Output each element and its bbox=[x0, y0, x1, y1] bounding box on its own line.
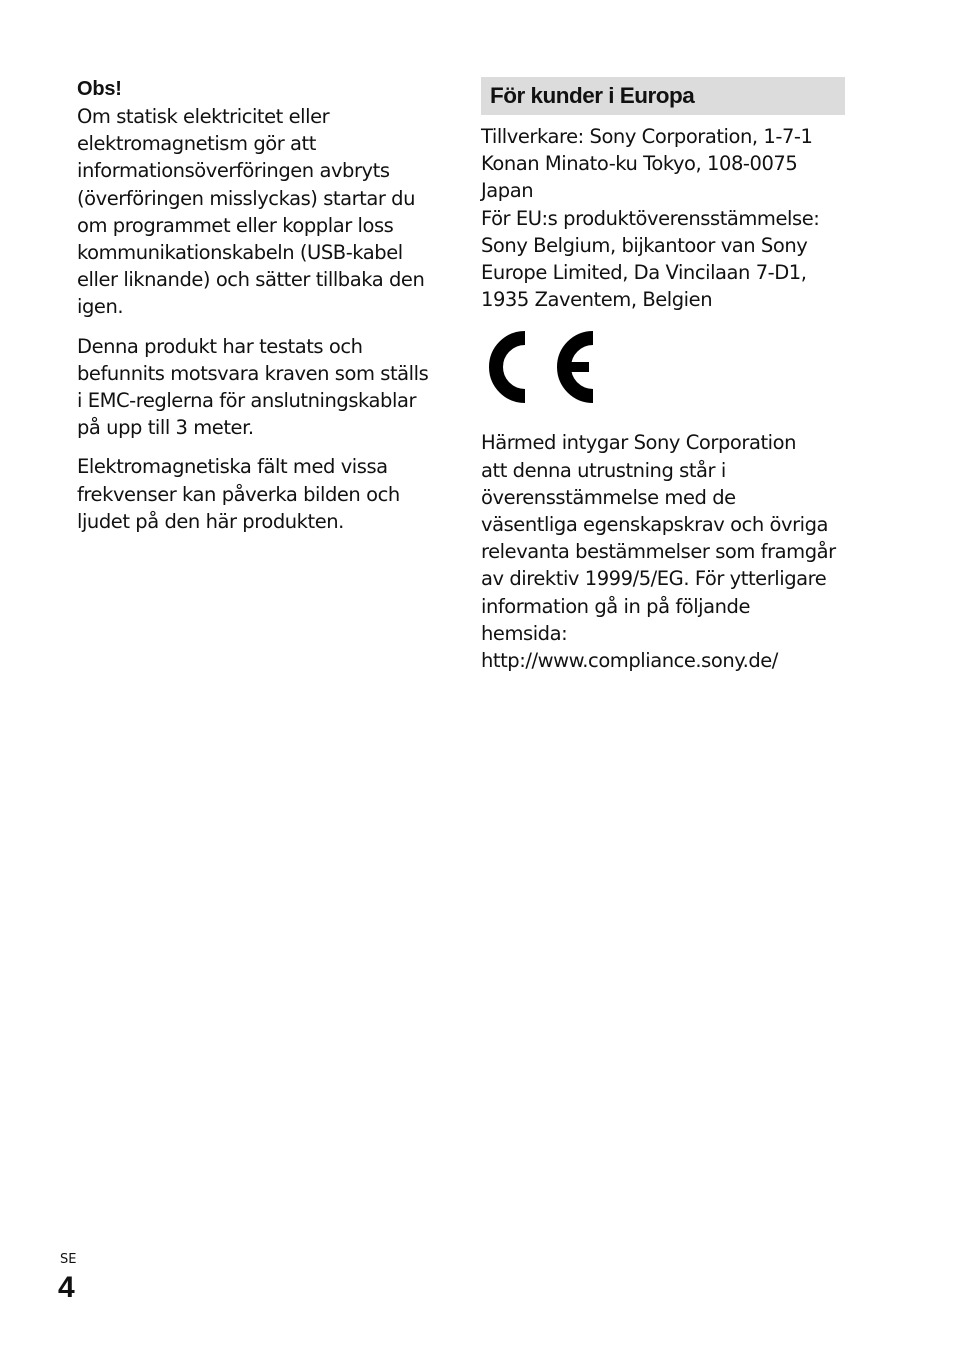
note-heading: Obs! bbox=[77, 78, 122, 100]
language-code: SE bbox=[60, 1252, 77, 1267]
right-column bbox=[481, 76, 861, 686]
left-column bbox=[77, 76, 449, 547]
static-electricity-paragraph: Om statisk elektricitet eller elektromagnetism gör att informationsöverföringen avbryts (överföringen misslyckas) startar du om programmet eller kopplar loss kommunikationskabeln (USB-kabel eller liknande) och sätter tillbaka den igen. bbox=[77, 105, 425, 319]
ce-mark-icon bbox=[481, 325, 595, 409]
electromagnetic-fields-paragraph: Elektromagnetiska fält med vissa frekvenser kan påverka bilden och ljudet på den här produkten. bbox=[77, 455, 400, 533]
page-number: 4 bbox=[58, 1271, 75, 1304]
section-heading: För kunder i Europa bbox=[481, 77, 845, 115]
emc-paragraph: Denna produkt har testats och befunnits motsvara kraven som ställs i EMC-reglerna för anslutningskablar på upp till 3 meter. bbox=[77, 334, 429, 440]
declaration-paragraph: Härmed intygar Sony Corporation att denna utrustning står i överensstämmelse med de väsentliga egenskapskrav och övriga relevanta bestämmelser som framgår av direktiv 1999/5/EG. För ytterligare information gå in på följande hemsida: http://www.compliance.sony.de/ bbox=[481, 431, 836, 673]
manufacturer-paragraph: Tillverkare: Sony Corporation, 1-7-1 Konan Minato-ku Tokyo, 108-0075 Japan För EU:s produktöverensstämmelse: Sony Belgium, bijkantoor van Sony Europe Limited, Da Vincilaan 7-D1, 1935 Zaventem, Belgien bbox=[481, 125, 820, 312]
